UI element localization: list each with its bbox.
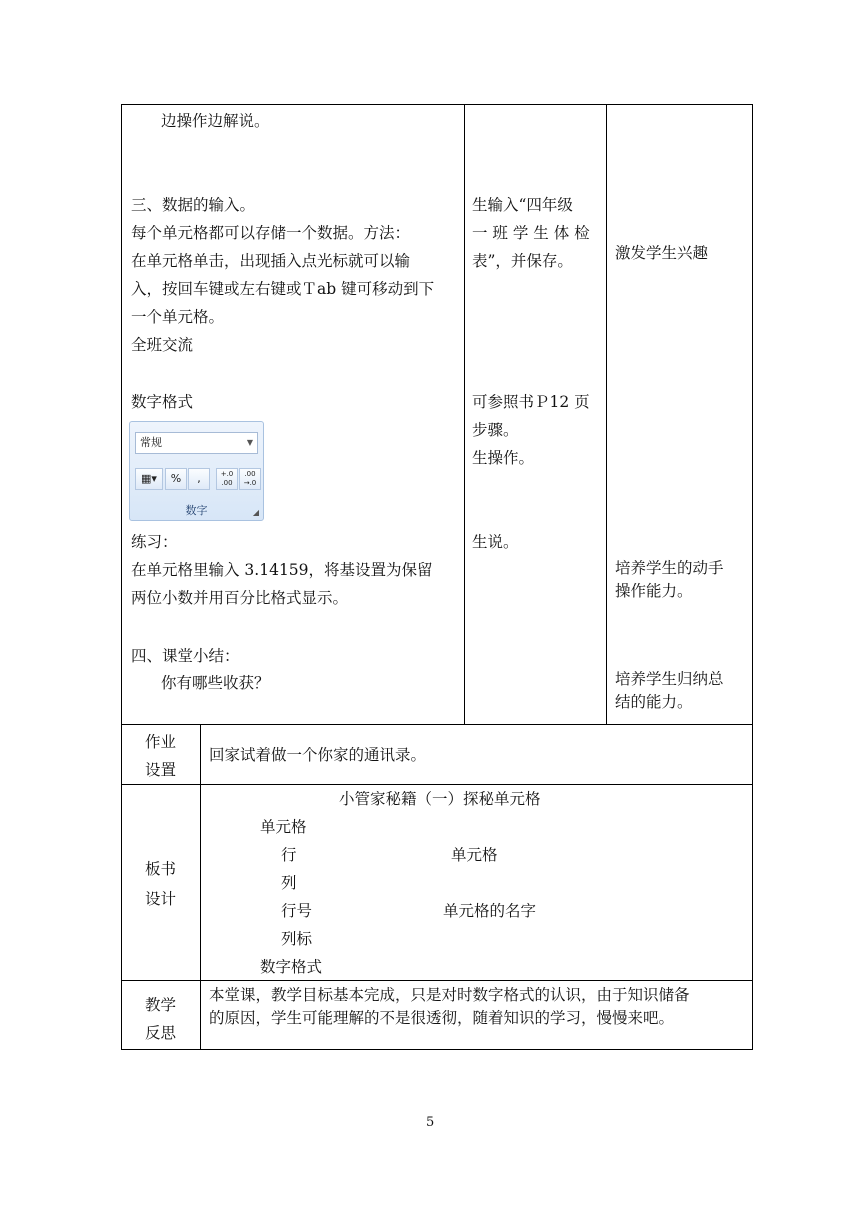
homework-label-line1: 作业 [145, 733, 177, 751]
intent-summarize-line1: 培养学生归纳总 [615, 670, 724, 688]
board-number-format: 数字格式 [260, 958, 323, 976]
board-cell-right: 单元格 [451, 846, 498, 864]
student-operate-text: 生操作。 [472, 449, 535, 467]
comma-style-button [188, 468, 210, 490]
decrease-decimal-button [239, 468, 261, 490]
reflection-line2: 的原因，学生可能理解的不是很透彻，随着知识的学习，慢慢来吧。 [209, 1009, 675, 1027]
input-method-line1: 在单元格单击，出现插入点光标就可以输 [131, 252, 411, 270]
accounting-format-icon: ▦▾ [141, 472, 157, 485]
student-input-line1: 生输入“四年级 [472, 196, 573, 214]
board-cell: 单元格 [260, 818, 307, 836]
row-divider-reflection [121, 980, 753, 981]
intent-summarize-line2: 结的能力。 [615, 693, 693, 711]
decrease-decimal-icon: .00 →.0 [243, 470, 257, 487]
percent-label: % [170, 472, 182, 485]
column-divider-label [200, 724, 201, 1050]
input-method-line3: 一个单元格。 [131, 308, 225, 326]
row-divider-board [121, 784, 753, 785]
intent-hands-on-line1: 培养学生的动手 [615, 559, 724, 577]
increase-decimal-button [216, 468, 238, 490]
practice-line2: 两位小数并用百分比格式显示。 [131, 589, 349, 607]
input-method-line2: 入，按回车键或左右键或Ｔab 键可移动到下 [131, 280, 435, 298]
homework-label-line2: 设置 [145, 761, 177, 779]
board-row-number: 行号 [281, 902, 313, 920]
table-bottom-border [121, 1049, 753, 1050]
number-format-dropdown [135, 432, 258, 454]
increase-decimal-icon: +.0 .00 [220, 470, 234, 487]
page-number: 5 [426, 1115, 435, 1130]
board-cell-name: 单元格的名字 [443, 902, 537, 920]
table-right-border [752, 104, 753, 1050]
reflection-line1: 本堂课，教学目标基本完成，只是对时数字格式的认识，由于知识储备 [209, 986, 690, 1004]
intent-interest-text: 激发学生兴趣 [615, 244, 709, 262]
board-label-line1: 板书 [145, 860, 177, 878]
student-input-line2: 一 班 学 生 体 检 [472, 224, 590, 242]
reflection-label-line2: 反思 [145, 1024, 177, 1042]
row-divider-homework [121, 724, 753, 725]
board-column-label: 列标 [281, 930, 313, 948]
input-intro-text: 每个单元格都可以存储一个数据。方法： [131, 224, 411, 242]
comma-label: , [197, 472, 201, 485]
section4-title: 四、课堂小结： [131, 647, 240, 665]
column-divider-intent [606, 104, 607, 725]
dialog-launcher-icon: ◢ [252, 508, 259, 517]
board-row: 行 [281, 846, 297, 864]
section4-question: 你有哪些收获？ [161, 674, 270, 692]
practice-line1: 在单元格里输入 3.14159，将基设置为保留 [131, 561, 433, 579]
percent-style-button [165, 468, 187, 490]
student-refer-line2: 步骤。 [472, 421, 519, 439]
teacher-explain-text: 边操作边解说。 [161, 112, 270, 130]
intent-hands-on-line2: 操作能力。 [615, 582, 693, 600]
board-title: 小管家秘籍（一）探秘单元格 [339, 790, 541, 808]
student-input-line3: 表”，并保存。 [472, 252, 573, 270]
chevron-down-icon: ▼ [246, 438, 253, 447]
practice-title: 练习： [131, 533, 178, 551]
reflection-label-line1: 教学 [145, 996, 177, 1014]
number-format-value: 常规 [140, 436, 162, 449]
class-exchange-text: 全班交流 [131, 336, 194, 354]
accounting-format-button [135, 468, 163, 490]
board-column: 列 [281, 874, 297, 892]
student-refer-line1: 可参照书Ｐ12 页 [472, 393, 590, 411]
table-left-border [121, 104, 122, 1050]
homework-content: 回家试着做一个你家的通讯录。 [209, 746, 427, 764]
student-speak-text: 生说。 [472, 533, 519, 551]
number-format-heading: 数字格式 [131, 393, 194, 411]
board-label-line2: 设计 [145, 890, 177, 908]
table-top-border [121, 104, 753, 105]
number-format-ribbon-image [129, 421, 264, 521]
number-group-label: 数字 [185, 504, 208, 517]
column-divider-student [464, 104, 465, 725]
section3-title: 三、数据的输入。 [131, 196, 256, 214]
